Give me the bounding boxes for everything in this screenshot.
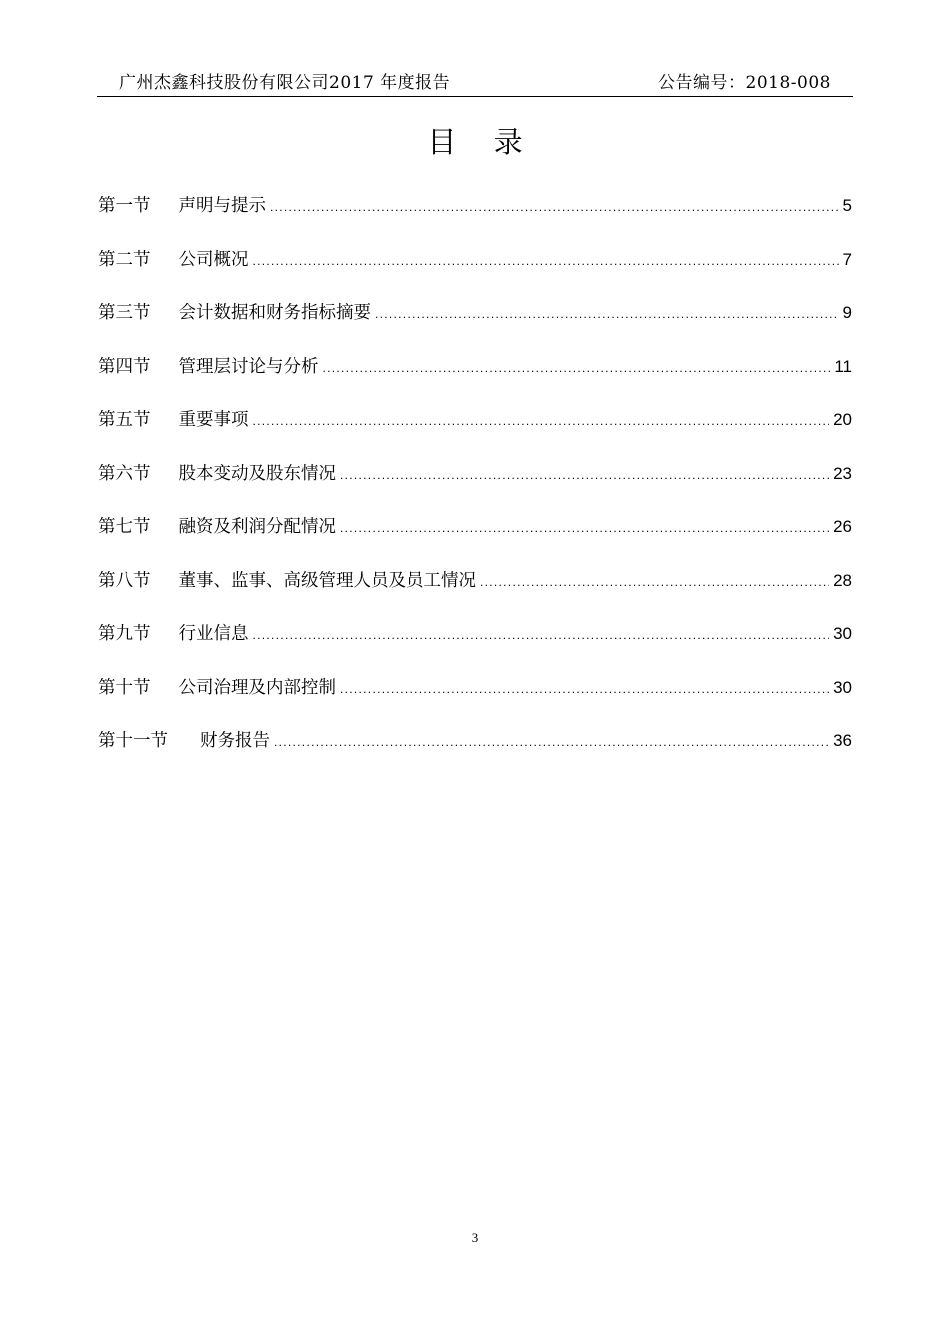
toc-section-number: 第六节 bbox=[98, 463, 151, 484]
toc-page-number: 20 bbox=[833, 410, 852, 429]
toc-leader-dots bbox=[270, 193, 839, 221]
toc-page-number: 30 bbox=[833, 677, 852, 697]
toc-section-name: 行业信息 bbox=[178, 624, 249, 644]
toc-leader-dots bbox=[274, 728, 829, 756]
toc-entry-1[interactable] bbox=[98, 192, 852, 246]
toc-page-number: 36 bbox=[833, 731, 852, 750]
toc-section-number: 第五节 bbox=[98, 410, 151, 430]
toc-leader-dots bbox=[480, 568, 829, 596]
toc-entry-10[interactable] bbox=[98, 674, 852, 728]
toc-section-number: 第十节 bbox=[98, 677, 151, 698]
toc-leader-dots bbox=[253, 247, 839, 275]
toc-page-number: 7 bbox=[842, 249, 852, 269]
toc-section-name: 股本变动及股东情况 bbox=[178, 463, 336, 484]
toc-leader-dots bbox=[253, 407, 830, 435]
toc-entry-2[interactable] bbox=[98, 246, 852, 300]
toc-section-number: 第二节 bbox=[98, 249, 151, 270]
toc-entry-8[interactable] bbox=[98, 567, 852, 621]
toc-entry-4[interactable] bbox=[98, 353, 852, 407]
toc-page-number: 9 bbox=[842, 303, 852, 322]
toc-entry-5[interactable] bbox=[98, 406, 852, 460]
page-number: 3 bbox=[471, 1230, 479, 1245]
toc-section-name: 声明与提示 bbox=[178, 196, 266, 216]
toc-section-name: 公司治理及内部控制 bbox=[178, 677, 336, 698]
toc-leader-dots bbox=[323, 354, 831, 382]
toc-leader-dots bbox=[375, 300, 839, 328]
toc-section-number: 第九节 bbox=[98, 624, 151, 644]
toc-section-number: 第七节 bbox=[98, 517, 151, 537]
toc-section-number: 第四节 bbox=[98, 356, 151, 377]
header-company-report: 广州杰鑫科技股份有限公司2017 年度报告 bbox=[119, 73, 451, 93]
header-announcement-number: 公告编号：2018-008 bbox=[658, 73, 831, 93]
toc-section-number: 第八节 bbox=[98, 570, 151, 591]
toc-leader-dots bbox=[340, 675, 829, 703]
toc-page-number: 28 bbox=[833, 570, 852, 590]
toc-section-number: 第三节 bbox=[98, 303, 151, 323]
toc-section-name: 重要事项 bbox=[178, 410, 249, 430]
toc-page-number: 26 bbox=[833, 517, 852, 536]
toc-section-name: 公司概况 bbox=[178, 249, 249, 270]
toc-section-name: 董事、监事、高级管理人员及员工情况 bbox=[178, 570, 476, 591]
toc-leader-dots bbox=[340, 514, 829, 542]
toc-section-name: 融资及利润分配情况 bbox=[178, 517, 336, 537]
toc-section-number: 第一节 bbox=[98, 196, 151, 216]
toc-section-name: 会计数据和财务指标摘要 bbox=[178, 303, 371, 323]
toc-entry-6[interactable] bbox=[98, 460, 852, 514]
toc-entry-9[interactable] bbox=[98, 620, 852, 674]
toc-leader-dots bbox=[253, 621, 830, 649]
toc-leader-dots bbox=[340, 461, 829, 489]
toc-page-number: 11 bbox=[834, 356, 852, 376]
toc-section-name: 管理层讨论与分析 bbox=[178, 356, 319, 377]
toc-entry-11[interactable] bbox=[98, 727, 852, 781]
toc-page-number: 30 bbox=[833, 624, 852, 643]
toc-entry-7[interactable] bbox=[98, 513, 852, 567]
toc-title: 目 录 bbox=[427, 125, 537, 159]
toc-section-name: 财务报告 bbox=[200, 731, 270, 751]
toc-entry-3[interactable] bbox=[98, 299, 852, 353]
toc-page-number: 5 bbox=[842, 196, 852, 215]
table-of-contents bbox=[98, 192, 852, 781]
page-header bbox=[97, 66, 853, 97]
toc-section-number: 第十一节 bbox=[98, 731, 168, 751]
toc-page-number: 23 bbox=[833, 463, 852, 483]
